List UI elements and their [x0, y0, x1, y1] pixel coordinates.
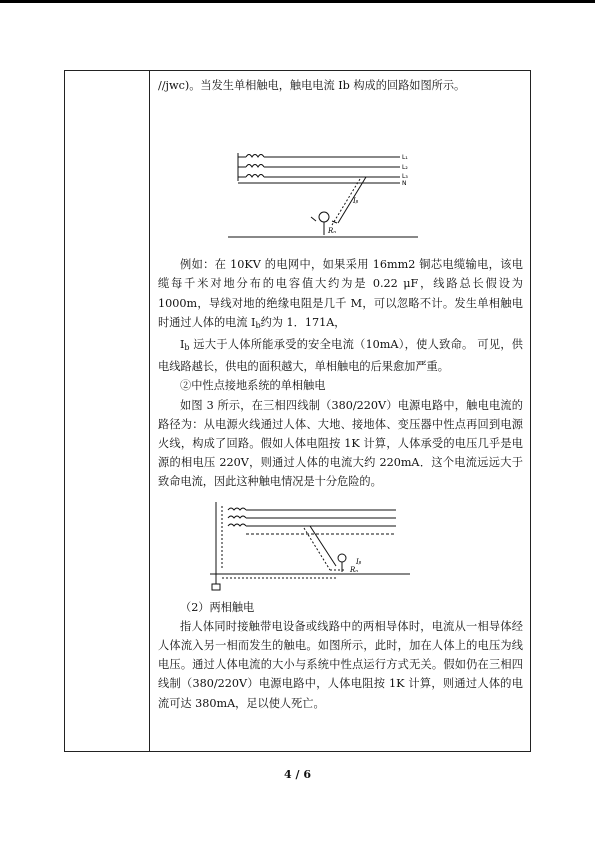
line-label-2: L₂: [402, 164, 408, 172]
two-phase-heading: （2）两相触电: [180, 600, 255, 614]
neutral-grounded-heading: ②中性点接地系统的单相触电: [180, 379, 326, 393]
two-phase-paragraph: 指人体同时接触带电设备或线路中的两相导体时，电流从一相导体经人体流入另一相而发生的触电。如图所示，此时，加在人体上的电压为线电压。通过人体电流的大小与系统中性点运行方式无关。假如仍在三相四线制（380/220V）电源电路中，人体电阻按 1K 计算，则通过人体的电流可达 380mA，足以使人死亡。: [158, 619, 523, 710]
line-label-3: L₃: [402, 173, 408, 181]
table-column-divider: [149, 70, 150, 752]
ib-subscript: b: [184, 343, 190, 353]
content-cell: [158, 76, 523, 713]
intro-line: //jwc)。当发生单相触电，触电电流 Ib 构成的回路如图所示。: [158, 79, 466, 92]
example-tail: 约为 1．171A，: [260, 315, 346, 329]
line-label-1: L₁: [402, 154, 408, 162]
ib-paragraph: [158, 335, 523, 376]
example-text: 例如：在 10KV 的电网中，如果采用 16mm2 铜芯电缆输电，该电缆每千米对地分布的电容值大约为是 0.22 μF，线路总长假设为1000m，导线对地的绝缘电阻是几千 M，可以忽略不计。发生单相触电时通过人体的电流 I: [158, 258, 523, 329]
line-label-n: N: [402, 180, 407, 188]
resistance-label: Rₙ: [350, 565, 359, 574]
ib-lead: I: [180, 338, 185, 352]
page-number: 4 / 6: [284, 768, 311, 781]
current-label: Iᵦ: [356, 557, 362, 566]
ib-text: 远大于人体所能承受的安全电流（10mA），使人致命。 可见，供电线路越长，供电的面积越大，单相触电的后果愈加严重。: [158, 338, 523, 374]
neutral-grounded-shock-diagram: [210, 500, 410, 592]
single-phase-shock-diagram: [228, 145, 418, 245]
example-paragraph: [158, 255, 523, 335]
top-rule: [0, 0, 595, 3]
figure3-paragraph: 如图 3 所示，在三相四线制（380/220V）电源电路中，触电电流的路径为：从电源火线通过人体、大地、接地体、变压器中性点再回到电源火线，构成了回路。假如人体电阻按 1K 计算，人体承受的电压几乎是电源的相电压 220V，则通过人体的电流大约 220mA．这个电流远远大于致命电流，因此这种触电情况是十分危险的。: [158, 398, 523, 489]
resistance-label: Rₙ: [328, 227, 337, 236]
current-label: Iᵦ: [353, 197, 359, 206]
example-subscript: b: [255, 320, 261, 330]
